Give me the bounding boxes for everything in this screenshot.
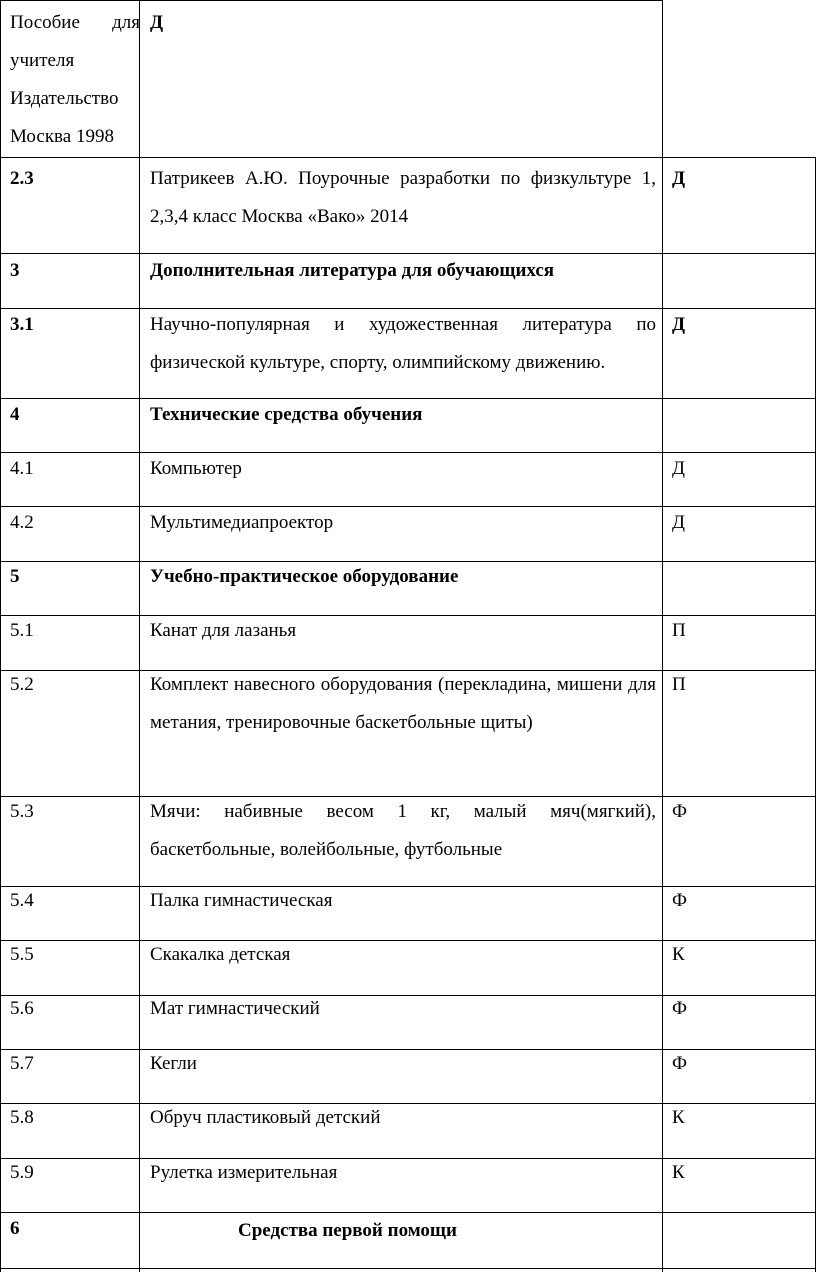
- section-number: 6: [10, 1218, 20, 1239]
- section-title: Средства первой помощи: [238, 1220, 457, 1241]
- row-text: Скакалка детская: [150, 944, 291, 965]
- publisher-note: Пособие для учителя Издательство Москва 1998: [10, 12, 140, 147]
- row-mark: П: [672, 674, 686, 695]
- row-number: 5.8: [10, 1107, 34, 1128]
- section-number: 3: [10, 260, 20, 281]
- row-text: Патрикеев А.Ю. Поурочные разработки по физкультуре 1, 2,3,4 класс Москва «Вако» 2014: [150, 168, 656, 227]
- row-mark: Д: [672, 314, 686, 335]
- table-row-line: [0, 1268, 816, 1269]
- row-text: Рулетка измерительная: [150, 1162, 338, 1183]
- row-number: 5.1: [10, 620, 34, 641]
- row-number: 5.7: [10, 1053, 34, 1074]
- row-mark: Ф: [672, 1053, 688, 1074]
- row-mark: П: [672, 620, 686, 641]
- row-text: Компьютер: [150, 458, 242, 479]
- section-title: Технические средства обучения: [150, 404, 423, 425]
- row-mark: Д: [672, 458, 685, 479]
- table-border-left: [0, 0, 1, 1272]
- section-number: 4: [10, 404, 20, 425]
- row-text: Мячи: набивные весом 1 кг, малый мяч(мягкий), баскетбольные, волейбольные, футбольные: [150, 801, 656, 860]
- row-number: 5.5: [10, 944, 34, 965]
- row-number: 5.2: [10, 674, 34, 695]
- row-number: 3.1: [10, 314, 34, 335]
- section-number: 5: [10, 566, 20, 587]
- row-text: Палка гимнастическая: [150, 890, 333, 911]
- row-mark: Ф: [672, 801, 688, 822]
- row-mark: К: [672, 1107, 685, 1128]
- row-number: 5.6: [10, 998, 34, 1019]
- row-number: 2.3: [10, 168, 34, 189]
- row-mark: Ф: [672, 890, 688, 911]
- row-number: 5.3: [10, 801, 34, 822]
- first-row-mark: Д: [150, 12, 164, 33]
- row-mark: Д: [672, 512, 685, 533]
- row-text: Научно-популярная и художественная литература по физической культуре, спорту, олимпийскому движению.: [150, 314, 656, 373]
- row-mark: К: [672, 944, 685, 965]
- row-mark: К: [672, 1162, 685, 1183]
- row-number: 4.2: [10, 512, 34, 533]
- row-text: Мат гимнастический: [150, 998, 320, 1019]
- row-mark: Д: [672, 168, 686, 189]
- row-number: 4.1: [10, 458, 34, 479]
- table-row-line: [0, 157, 816, 158]
- row-text: Комплект навесного оборудования (перекладина, мишени для метания, тренировочные баскетбольные щиты): [150, 674, 656, 733]
- row-text: Мультимедиапроектор: [150, 512, 334, 533]
- row-text: Обруч пластиковый детский: [150, 1107, 381, 1128]
- row-mark: Ф: [672, 998, 688, 1019]
- row-number: 5.9: [10, 1162, 34, 1183]
- table-col-divider-1: [139, 0, 140, 1272]
- row-text: Кегли: [150, 1053, 197, 1074]
- section-title: Дополнительная литература для обучающихся: [150, 260, 555, 281]
- row-text: Канат для лазанья: [150, 620, 297, 641]
- table-row-line: [0, 0, 662, 1]
- table-col-divider-2: [662, 0, 663, 1272]
- section-title: Учебно-практическое оборудование: [150, 566, 459, 587]
- row-number: 5.4: [10, 890, 34, 911]
